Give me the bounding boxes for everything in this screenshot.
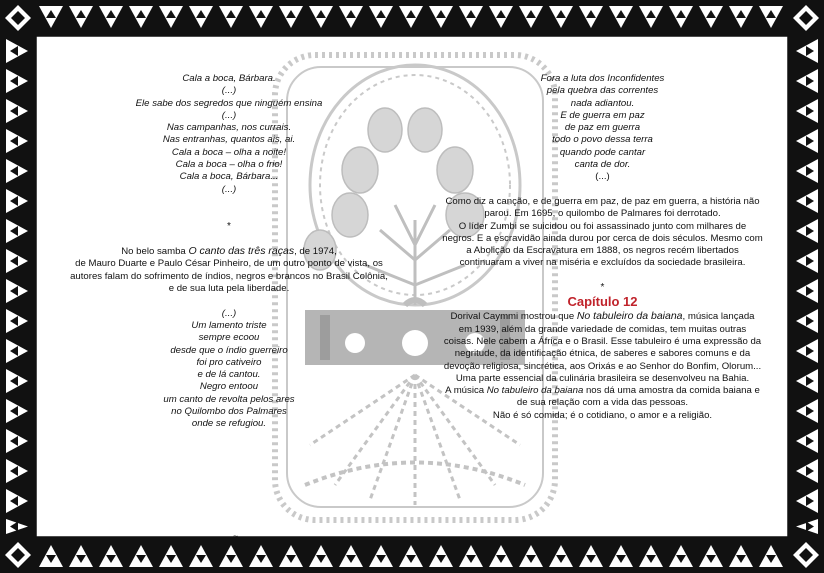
poem-line: no Quilombo dos Palmares	[171, 406, 287, 418]
footer-mark: ~	[233, 531, 239, 541]
poem-line: e de lá cantou.	[197, 369, 261, 381]
poem-line: um canto de revolta pelos ares	[163, 393, 295, 405]
paragraph-line: e de sua luta pela liberdade.	[168, 283, 290, 295]
poem-line: canta de dor.	[574, 159, 631, 171]
palmares-paragraph	[425, 196, 780, 270]
poem-line: Cala a boca – olha o frio!	[175, 159, 283, 171]
paragraph-line: autores falam do sofrimento de índios, negros e brancos no Brasil Colônia,	[70, 270, 388, 282]
text-span: nos dá uma amostra da comida baiana e	[583, 385, 760, 397]
chapter-title: Capítulo 12	[567, 294, 638, 310]
paragraph-line: devoção religiosa, sincrética, aos Orixás e ao Senhor do Bonfim, Olorum...	[443, 360, 762, 372]
poem-barbara	[45, 73, 413, 196]
poem-line: Cala a boca – olha a noite!	[171, 146, 287, 158]
poem-line: (...)	[221, 183, 237, 195]
text-span: No belo samba	[121, 246, 189, 258]
samba-paragraph	[45, 245, 413, 295]
poem-line: onde se refugiou.	[191, 418, 267, 430]
paragraph-line: em 1939, além da grande variedade de comidas, tem muitas outras	[458, 323, 747, 335]
poem-line: de paz em guerra	[564, 122, 641, 134]
poem-line: Negro entoou	[199, 381, 259, 393]
section-separator: *	[600, 282, 605, 294]
paragraph-line	[425, 385, 780, 397]
paragraph-line: Como diz a canção, e de guerra em paz, de paz em guerra, a história não	[445, 195, 760, 207]
paragraph-line: de sua relação com a vida das pessoas.	[516, 397, 689, 409]
poem-line: Cala a boca, Bárbara...	[179, 171, 279, 183]
poem-inconfidentes	[425, 73, 780, 184]
poem-line: (...)	[595, 171, 610, 183]
paragraph-line: parou. Em 1695, o quilombo de Palmares foi derrotado.	[484, 208, 721, 220]
paragraph-line: Não é só comida; é o cotidiano, o amor e a religião.	[492, 409, 713, 421]
paragraph-line: continuaram a viver na miséria e excluídos da sociedade brasileira.	[459, 257, 746, 269]
poem-line: todo o povo dessa terra	[552, 134, 653, 146]
section-separator: *	[227, 220, 231, 232]
text-span: A música	[445, 385, 487, 397]
paragraph-line: negritude, da identificação étnica, de saberes e sabores comuns e da	[454, 348, 751, 360]
song-title: O canto das três raças	[188, 245, 295, 258]
left-column	[45, 73, 413, 431]
text-span: , de 1974,	[294, 246, 337, 258]
poem-line: E de guerra em paz	[560, 109, 645, 121]
poem-line: Fora a luta dos Inconfidentes	[540, 73, 665, 84]
paragraph-line: negros. E a escravidão ainda durou por cerca de dois séculos. Mesmo com	[442, 232, 763, 244]
paragraph-line: Uma parte essencial da culinária brasileira se desenvolveu na Bahia.	[455, 372, 750, 384]
poem-line: Um lamento triste	[191, 319, 267, 331]
paragraph-line: coisas. Nele cabem a África e o Brasil. Esse tabuleiro é uma expressão da	[443, 335, 762, 347]
poem-line: sempre ecoou	[198, 332, 260, 344]
poem-tres-racas	[45, 308, 413, 431]
right-column	[425, 73, 780, 422]
paragraph-line: a Abolição da Escravatura em 1888, os negros recém libertados	[466, 245, 739, 257]
poem-line: desde que o índio guerreiro	[170, 344, 288, 356]
poem-line: foi pro cativeiro	[196, 356, 262, 368]
paragraph-line: de Mauro Duarte e Paulo César Pinheiro, de um outro ponto de vista, os	[75, 258, 383, 270]
poem-line: nada adiantou.	[570, 97, 635, 109]
poem-line: (...)	[221, 85, 237, 97]
poem-line: Nas entranhas, quantos ais, ai.	[162, 134, 296, 146]
paragraph-line	[425, 310, 780, 323]
text-span: Dorival Caymmi mostrou que	[450, 311, 577, 323]
poem-line: (...)	[221, 307, 237, 319]
poem-line: Cala a boca, Bárbara.	[182, 73, 276, 84]
poem-line: Ele sabe dos segredos que ninguém ensina	[135, 97, 323, 109]
paragraph-line: O líder Zumbi se suicidou ou foi assassinado junto com milhares de	[458, 220, 747, 232]
paragraph-line	[45, 245, 413, 258]
tabuleiro-paragraph	[425, 310, 780, 422]
poem-line: pela quebra das correntes	[546, 85, 659, 97]
poem-line: Nas campanhas, nos currais.	[166, 122, 292, 134]
text-span: , música lançada	[682, 311, 755, 323]
song-title: No tabuleiro da baiana	[576, 310, 683, 323]
poem-line: quando pode cantar	[559, 146, 646, 158]
poem-line: (...)	[221, 109, 237, 121]
song-title: No tabuleiro da baiana	[486, 385, 584, 397]
